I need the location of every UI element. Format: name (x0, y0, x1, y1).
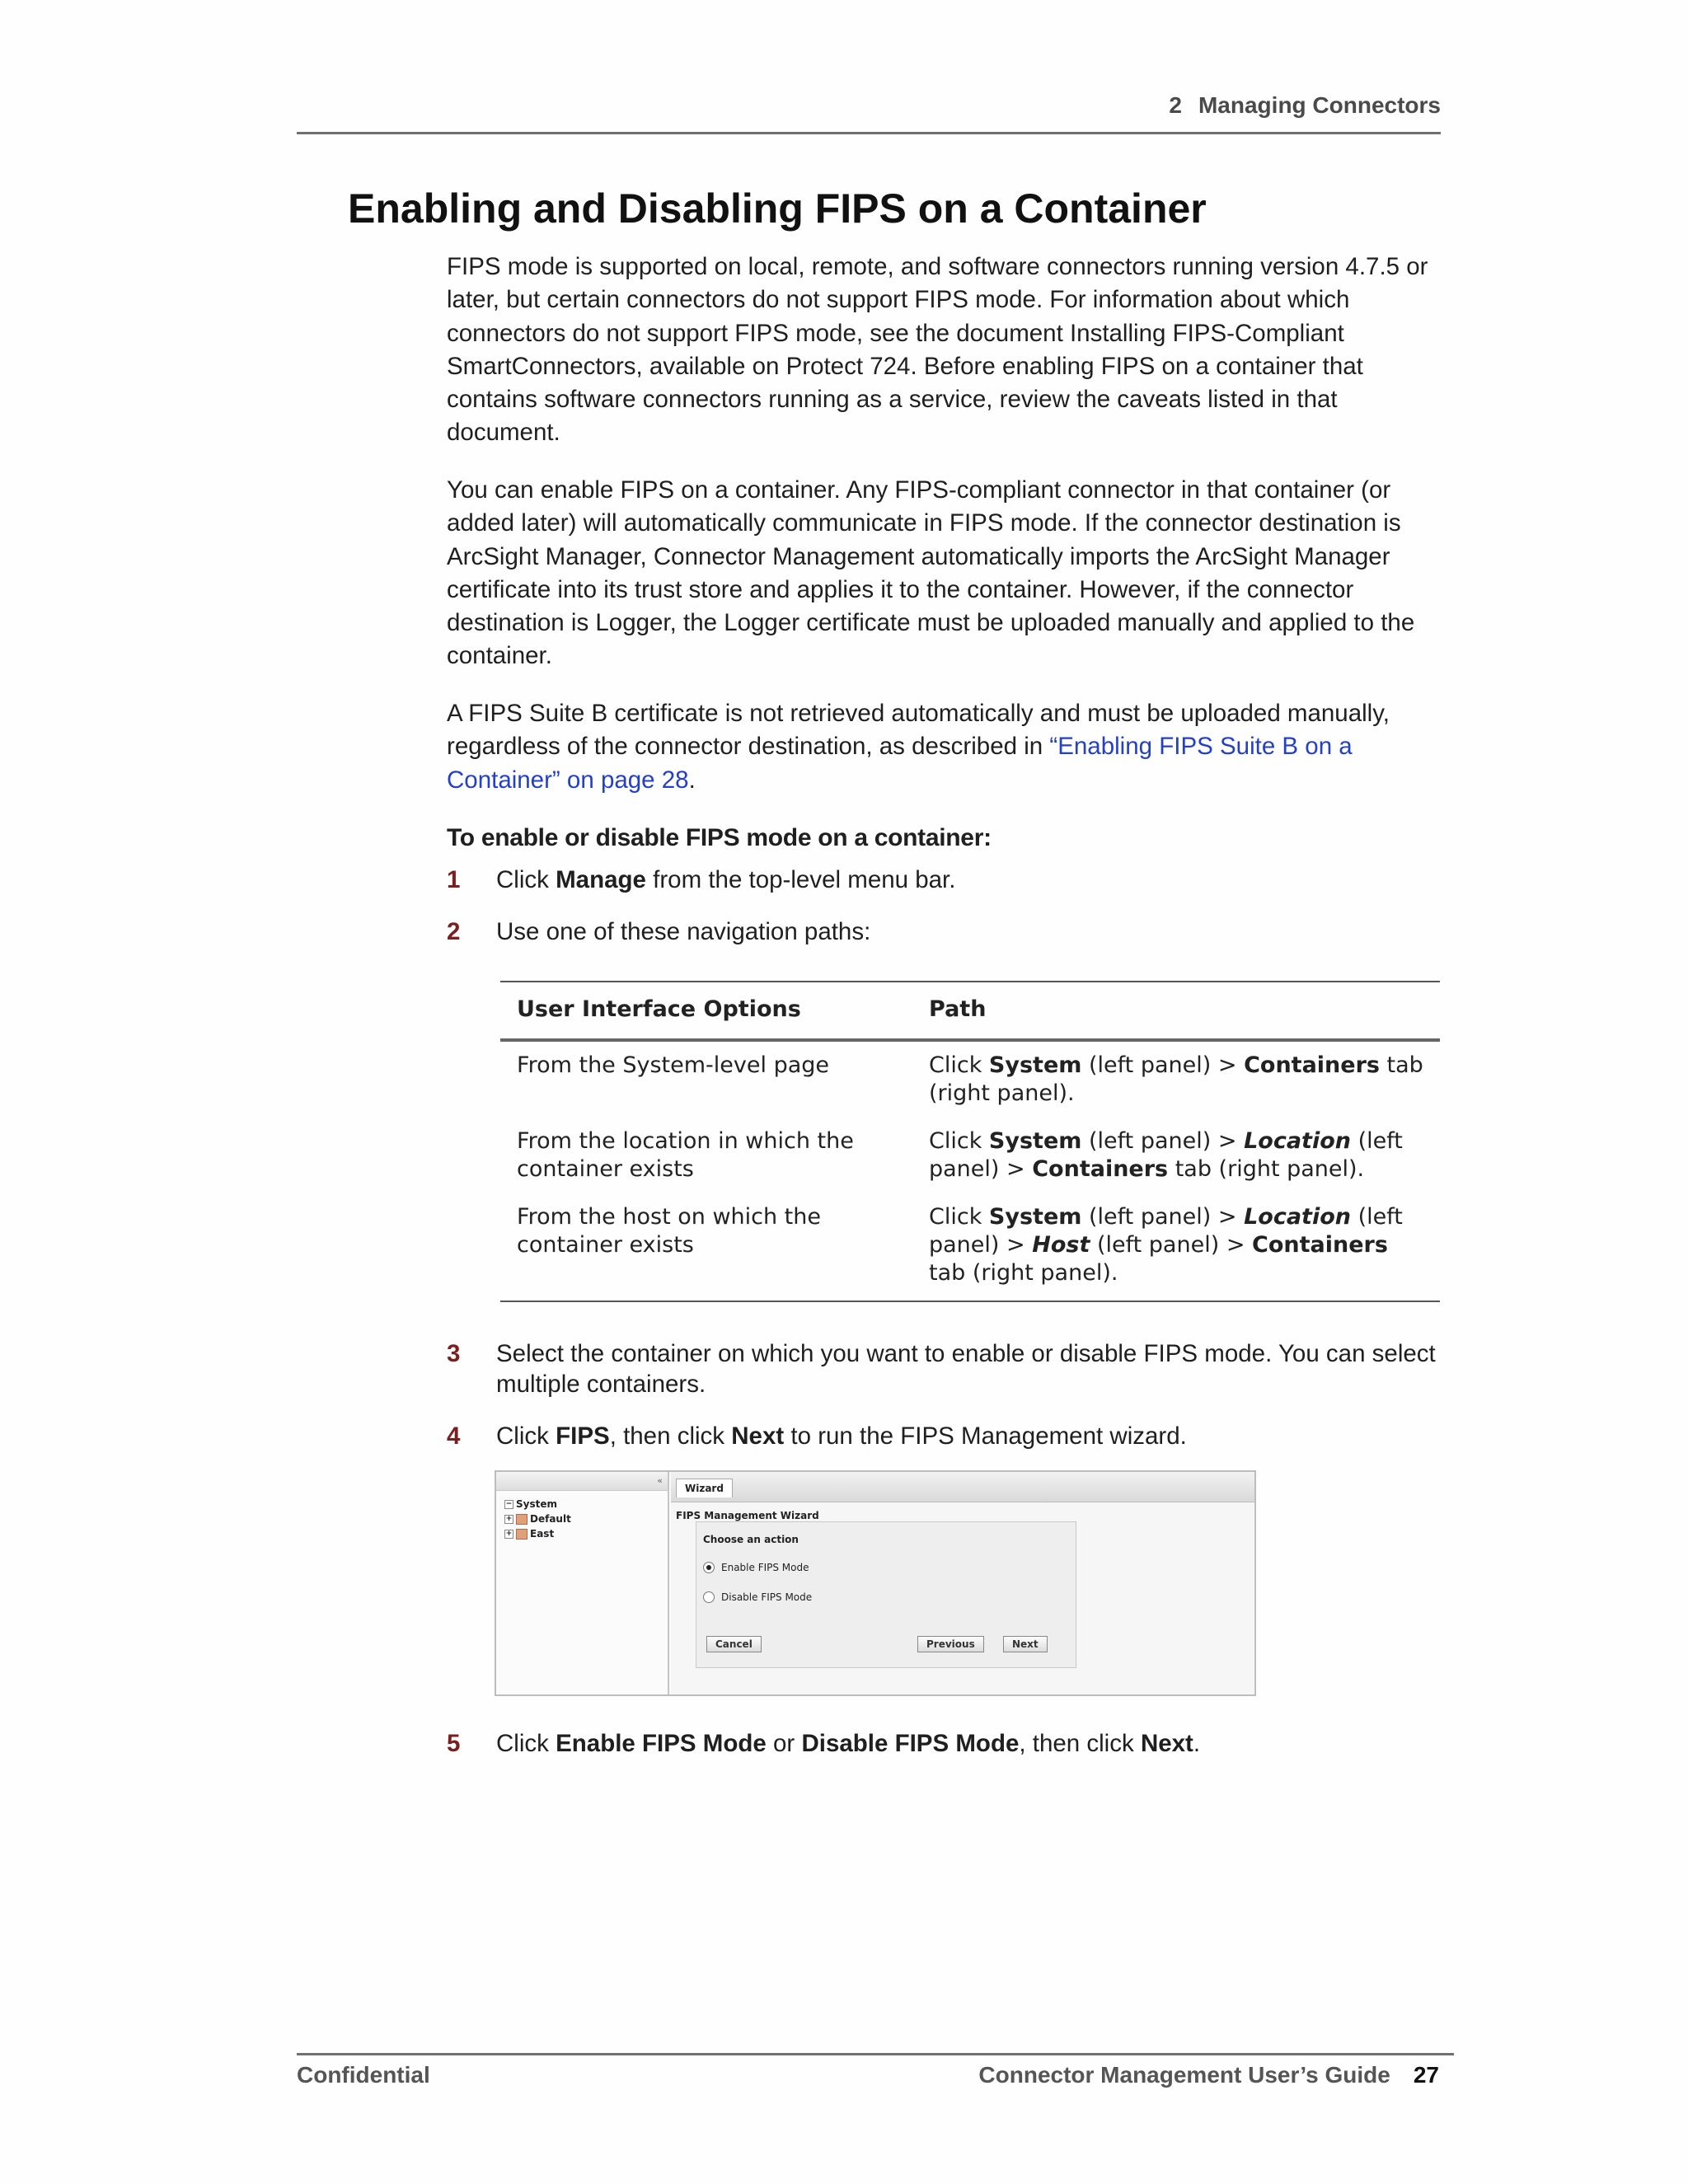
body-paragraph-2: You can enable FIPS on a container. Any FIPS-compliant connector in that container (or added later) will automatically communicate in FIPS mode. If the connector destination is ArcSight Manager, Connector Management automatically imports the ArcSight Manager certificate into its trust store and applies it to the container. However, if the connector destination is Logger, the Logger certificate must be uploaded manually and applied to the container. (447, 476, 1415, 670)
cancel-button[interactable]: Cancel (706, 1636, 762, 1652)
page-title: Enabling and Disabling FIPS on a Container (348, 185, 1207, 232)
step-number: 5 (447, 1730, 461, 1757)
chapter-title: Managing Connectors (1198, 92, 1441, 118)
location-icon (516, 1514, 528, 1525)
footer-guide-title: Connector Management User’s Guide 27 (978, 2062, 1439, 2088)
table-row (500, 1040, 1440, 1118)
procedure-title: To enable or disable FIPS mode on a container: (447, 824, 992, 851)
wizard-title: FIPS Management Wizard (676, 1510, 819, 1521)
next-button[interactable]: Next (1003, 1636, 1048, 1652)
column-header: Path (912, 982, 1440, 1040)
choose-action-label: Choose an action (703, 1534, 799, 1545)
table-cell-path: Click System (left panel) > Location (left panel) > Host (left panel) > Containers tab (right panel). (912, 1193, 1440, 1301)
disable-fips-radio[interactable] (703, 1591, 715, 1603)
tree-item-default[interactable]: + Default (505, 1513, 571, 1525)
wizard-panel (671, 1472, 1254, 1694)
cross-reference-link[interactable]: “Enabling FIPS Suite B on a Container” on page 28 (447, 733, 1353, 794)
intro-paragraph: FIPS mode is supported on local, remote, and software connectors running version 4.7.5 or later, but certain connectors do not support FIPS mode. For information about which connectors do not support FIPS mode, see the document Installing FIPS-Compliant SmartConnectors, available on Protect 724. Before enabling FIPS on a container that contains software connectors running as a service, review the caveats listed in that document. (447, 253, 1428, 447)
step-number: 2 (447, 918, 461, 945)
disable-fips-option[interactable]: Disable FIPS Mode (703, 1591, 812, 1603)
column-header: User Interface Options (500, 982, 912, 1040)
enable-fips-radio[interactable] (703, 1562, 715, 1573)
wizard-form (696, 1521, 1076, 1668)
collapse-panel-icon[interactable]: « (657, 1475, 663, 1486)
running-header (1169, 92, 1441, 119)
table-header-row (500, 982, 1440, 1040)
expand-icon[interactable]: + (505, 1514, 513, 1523)
table-cell-path: Click System (left panel) > Location (left panel) > Containers tab (right panel). (929, 1128, 1403, 1182)
navigation-tree-panel (496, 1472, 669, 1694)
collapse-icon[interactable]: − (505, 1499, 513, 1508)
tree-item-system[interactable]: − System (505, 1498, 557, 1510)
expand-icon[interactable]: + (505, 1529, 513, 1538)
previous-button[interactable]: Previous (917, 1636, 984, 1652)
table-cell-path: Click System (left panel) > Containers tab (right panel). (929, 1052, 1423, 1106)
table-row (500, 1193, 1440, 1301)
table-row (500, 1118, 1440, 1193)
step-number: 4 (447, 1422, 461, 1450)
table-cell-option: From the location in which the container exists (517, 1128, 854, 1182)
page-footer (297, 2053, 1454, 2092)
table-cell-option: From the System-level page (517, 1052, 830, 1078)
page-header (297, 89, 1441, 134)
body-paragraph-3: A FIPS Suite B certificate is not retrieved automatically and must be uploaded manually, regardless of the connector destination, as described in “Enabling FIPS Suite B on a Container” on page 28. (447, 700, 1390, 794)
enable-fips-option[interactable]: Enable FIPS Mode (703, 1562, 809, 1573)
table-cell-option: From the host on which the container exists (500, 1193, 912, 1301)
step-number: 1 (447, 866, 461, 893)
chapter-number: 2 (1169, 92, 1182, 118)
confidential-label: Confidential (297, 2062, 430, 2088)
wizard-screenshot (495, 1470, 1256, 1696)
page-number: 27 (1413, 2062, 1439, 2088)
navigation-paths-table (500, 981, 1440, 1302)
step-number: 3 (447, 1340, 461, 1367)
location-icon (516, 1529, 528, 1540)
tree-item-east[interactable]: + East (505, 1528, 555, 1540)
tab-wizard[interactable]: Wizard (676, 1479, 733, 1497)
